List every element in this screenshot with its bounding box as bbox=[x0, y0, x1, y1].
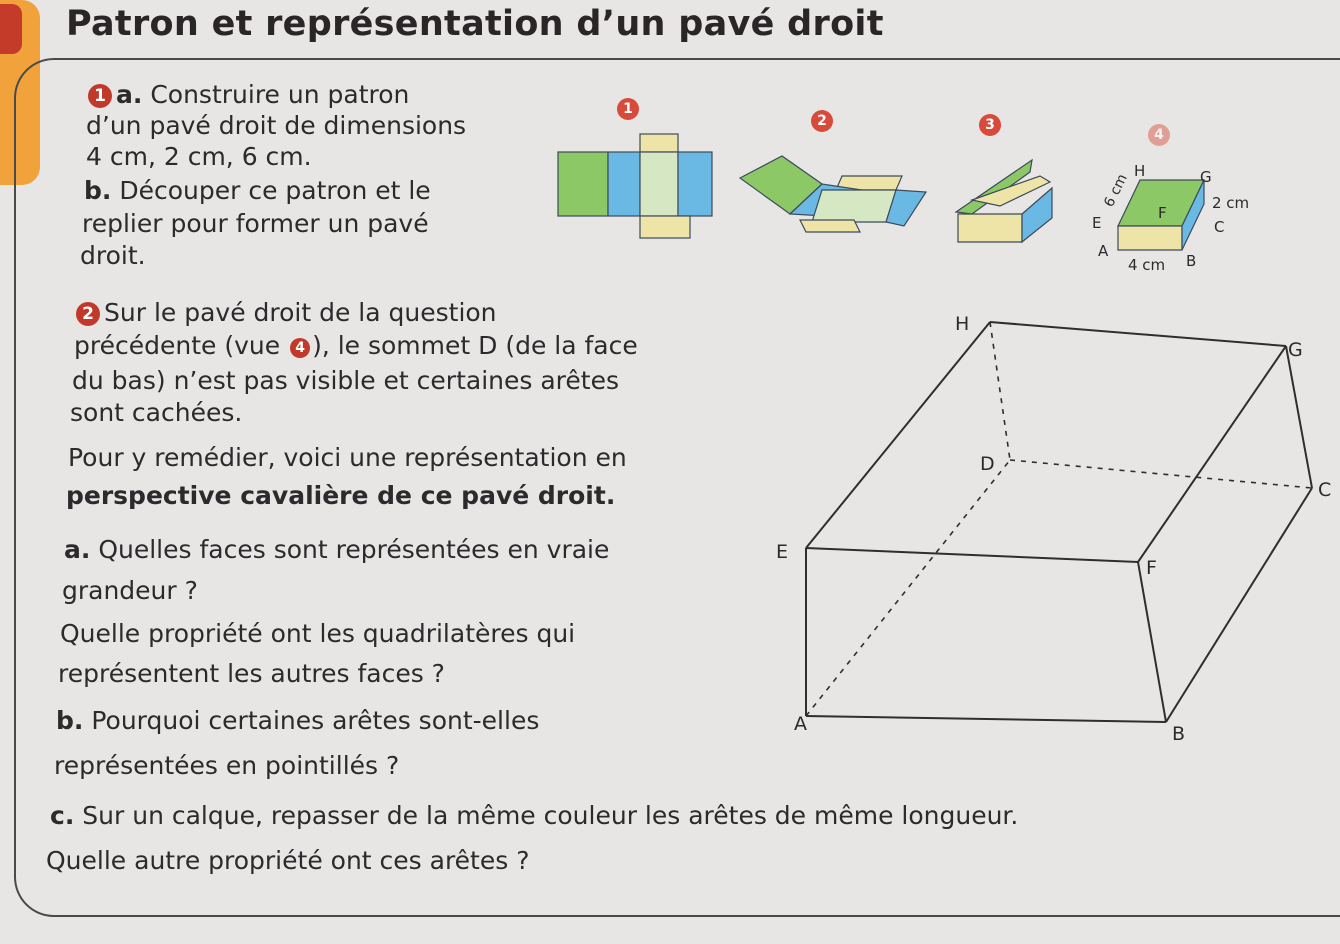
view-number-1: 1 bbox=[617, 98, 639, 120]
view-number-3: 3 bbox=[979, 114, 1001, 136]
edge-EF bbox=[806, 548, 1138, 562]
ex2-line2-post: ), le sommet D (de la face bbox=[312, 331, 638, 360]
ex1-a-text-3: 4 cm, 2 cm, 6 cm. bbox=[86, 142, 312, 171]
ex2-line5: Pour y remédier, voici une représentation en bbox=[68, 443, 627, 472]
box4-front-face bbox=[1118, 226, 1182, 250]
fold3-side bbox=[1022, 188, 1052, 242]
edge-AB bbox=[806, 716, 1166, 722]
ex2-b-text-1: Pourquoi certaines arêtes sont-elles bbox=[91, 706, 540, 735]
ex2-view-ref-badge: 4 bbox=[290, 338, 310, 358]
ex1-b-marker: b. bbox=[84, 176, 112, 205]
ex2-number-badge: 2 bbox=[76, 302, 100, 326]
box4-label-H: H bbox=[1134, 162, 1146, 180]
edge-GC bbox=[1286, 346, 1312, 488]
ex2-line2 bbox=[74, 331, 638, 361]
vertex-E: E bbox=[776, 541, 789, 563]
ex2-c-marker: c. bbox=[50, 801, 75, 830]
ex2-a-text-1: Quelles faces sont représentées en vraie bbox=[98, 535, 610, 564]
ex2-a-text-4: représentent les autres faces ? bbox=[58, 659, 445, 688]
box4-label-E: E bbox=[1092, 214, 1102, 232]
fold2-bottom-flap bbox=[800, 220, 860, 232]
fold2-base bbox=[812, 190, 896, 222]
ex1-number-badge: 1 bbox=[88, 84, 112, 108]
vertex-H: H bbox=[955, 313, 970, 335]
ex1-a-text-2: d’un pavé droit de dimensions bbox=[86, 111, 467, 140]
vertex-B: B bbox=[1172, 723, 1186, 745]
net-view-1 bbox=[558, 134, 712, 238]
hidden-edge-AD bbox=[806, 460, 1010, 716]
ex2-line1-text: Sur le pavé droit de la question bbox=[104, 298, 497, 327]
ex2-b-line1 bbox=[56, 706, 539, 736]
hidden-edge-HD bbox=[990, 322, 1010, 460]
box4-dim-height: 2 cm bbox=[1212, 194, 1250, 212]
edge-BC bbox=[1166, 488, 1312, 722]
box4-dim-width: 4 cm bbox=[1128, 256, 1166, 274]
folding-view-2 bbox=[740, 156, 926, 232]
ex2-line1 bbox=[76, 298, 497, 328]
box4-label-A: A bbox=[1098, 242, 1109, 260]
folding-view-3 bbox=[956, 160, 1052, 242]
vertex-F: F bbox=[1146, 557, 1157, 579]
ex1-b-text-1: Découper ce patron et le bbox=[119, 176, 431, 205]
ex1-b-text-3: droit. bbox=[80, 241, 146, 270]
ex2-b-text-2: représentées en pointillés ? bbox=[54, 751, 400, 780]
ex2-a-marker: a. bbox=[64, 535, 91, 564]
ex2-line4: sont cachées. bbox=[70, 398, 243, 427]
ex2-line2-pre: précédente (vue bbox=[74, 331, 289, 360]
edge-FB bbox=[1138, 562, 1166, 722]
ex2-c-text-2: Quelle autre propriété ont ces arêtes ? bbox=[46, 846, 530, 875]
vertex-D: D bbox=[980, 453, 995, 475]
box4-label-F: F bbox=[1158, 204, 1167, 222]
ex2-line6: perspective cavalière de ce pavé droit. bbox=[66, 481, 616, 510]
box4-dim-depth: 6 cm bbox=[1101, 171, 1131, 210]
cavalier-cuboid bbox=[806, 322, 1312, 722]
ex1-a-text-1: Construire un patron bbox=[150, 80, 410, 109]
cavalier-hidden-edges bbox=[806, 322, 1312, 716]
ex2-a-text-3: Quelle propriété ont les quadrilatères qui bbox=[60, 619, 576, 648]
view-number-2: 2 bbox=[811, 110, 833, 132]
cavalier-vertex-labels bbox=[776, 313, 1331, 745]
page-title: Patron et représentation d’un pavé droit bbox=[66, 4, 884, 44]
net-top-flap bbox=[640, 134, 678, 152]
net-face-left bbox=[558, 152, 608, 216]
ex2-b-marker: b. bbox=[56, 706, 84, 735]
ex1-a-marker: a. bbox=[116, 80, 143, 109]
hidden-edge-DC bbox=[1010, 460, 1312, 488]
vertex-C: C bbox=[1318, 479, 1332, 501]
box4-label-G: G bbox=[1200, 168, 1212, 186]
ex2-c-line1 bbox=[50, 801, 1018, 831]
net-face-side bbox=[608, 152, 640, 216]
edge-HG bbox=[990, 322, 1286, 346]
edge-EH bbox=[806, 322, 990, 548]
ex2-c-text-1: Sur un calque, repasser de la même couleur les arêtes de même longueur. bbox=[82, 801, 1019, 830]
vertex-A: A bbox=[794, 713, 807, 735]
vertex-G: G bbox=[1288, 339, 1303, 361]
ex1-b-text-2: replier pour former un pavé bbox=[82, 209, 429, 238]
fold3-front bbox=[958, 214, 1022, 242]
view-number-4: 4 bbox=[1148, 124, 1170, 146]
box4-label-C: C bbox=[1214, 218, 1225, 236]
edge-FG bbox=[1138, 346, 1286, 562]
ex2-line3: du bas) n’est pas visible et certaines arêtes bbox=[72, 366, 619, 395]
ex2-a-text-2: grandeur ? bbox=[62, 576, 198, 605]
box4-label-B: B bbox=[1186, 252, 1197, 270]
ex2-a-line1 bbox=[64, 535, 609, 565]
net-bottom-flap bbox=[640, 216, 690, 238]
net-face-center bbox=[640, 152, 678, 216]
net-face-right bbox=[678, 152, 712, 216]
